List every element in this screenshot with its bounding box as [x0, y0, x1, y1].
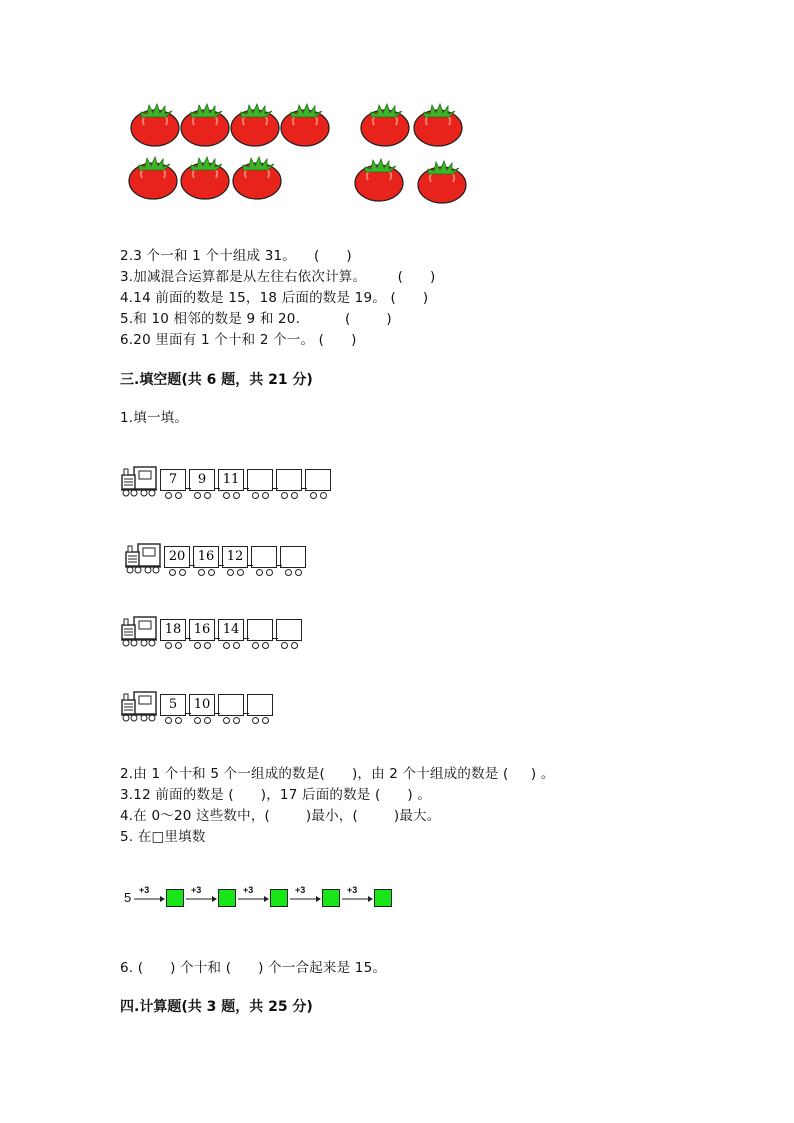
section-4-title: 四.计算题(共 3 题，共 25 分): [120, 999, 313, 1015]
step-label: +3: [295, 885, 306, 895]
coupler: [185, 638, 191, 639]
judge-item-4: 4.14 前面的数是 15，18 后面的数是 19。 ( ): [120, 290, 429, 306]
wheel-icon: [175, 492, 182, 499]
wheel-icon: [252, 492, 259, 499]
train-car: 14: [218, 619, 244, 641]
wheel-icon: [175, 717, 182, 724]
train-car: [247, 619, 273, 641]
question-5: 5. 在□里填数: [120, 829, 206, 845]
sequence-start: 5: [124, 890, 132, 905]
arrow-icon: [238, 894, 270, 904]
step-label: +3: [243, 885, 254, 895]
train-car: 18: [160, 619, 186, 641]
answer-box[interactable]: [218, 889, 236, 907]
train-car: 16: [189, 619, 215, 641]
wheel-icon: [208, 569, 215, 576]
step-label: +3: [139, 885, 150, 895]
wheel-icon: [262, 492, 269, 499]
coupler: [189, 565, 195, 566]
train-car: 11: [218, 469, 244, 491]
arrow-icon: [134, 894, 166, 904]
question-6: 6. ( ) 个十和 ( ) 个一合起来是 15。: [120, 960, 387, 976]
wheel-icon: [281, 492, 288, 499]
wheel-icon: [198, 569, 205, 576]
arrow-icon: [186, 894, 218, 904]
train-car: 12: [222, 546, 248, 568]
step-label: +3: [347, 885, 358, 895]
step-label: +3: [191, 885, 202, 895]
wheel-icon: [262, 717, 269, 724]
wheel-icon: [262, 642, 269, 649]
train-car: 10: [189, 694, 215, 716]
wheel-icon: [256, 569, 263, 576]
train-4: [120, 688, 310, 724]
plus3-sequence: [120, 882, 410, 916]
coupler: [272, 488, 278, 489]
coupler: [272, 638, 278, 639]
tomato: [418, 161, 466, 203]
wheel-icon: [320, 492, 327, 499]
coupler: [243, 488, 249, 489]
coupler: [185, 713, 191, 714]
locomotive-icon: [124, 540, 162, 580]
wheel-icon: [281, 642, 288, 649]
wheel-icon: [204, 492, 211, 499]
locomotive-icon: [120, 688, 158, 728]
tomato: [129, 157, 177, 199]
coupler: [301, 488, 307, 489]
answer-box[interactable]: [270, 889, 288, 907]
coupler: [243, 713, 249, 714]
wheel-icon: [233, 492, 240, 499]
train-car: [305, 469, 331, 491]
coupler: [247, 565, 253, 566]
section-3-title: 三.填空题(共 6 题，共 21 分): [120, 372, 313, 388]
train-3: [120, 613, 310, 649]
train-2: [124, 540, 314, 576]
wheel-icon: [237, 569, 244, 576]
train-1: [120, 463, 310, 499]
train-car: [247, 469, 273, 491]
tomato: [414, 104, 462, 146]
tomato: [233, 157, 281, 199]
wheel-icon: [252, 642, 259, 649]
tomato: [281, 104, 329, 146]
train-car: [280, 546, 306, 568]
wheel-icon: [194, 717, 201, 724]
coupler: [214, 638, 220, 639]
wheel-icon: [223, 642, 230, 649]
wheel-icon: [295, 569, 302, 576]
wheel-icon: [204, 642, 211, 649]
coupler: [276, 565, 282, 566]
train-car: [276, 619, 302, 641]
coupler: [214, 488, 220, 489]
wheel-icon: [179, 569, 186, 576]
wheel-icon: [291, 492, 298, 499]
train-car: 7: [160, 469, 186, 491]
train-car: [247, 694, 273, 716]
locomotive-icon: [120, 613, 158, 653]
tomato: [361, 104, 409, 146]
wheel-icon: [165, 642, 172, 649]
judge-item-3: 3.加减混合运算都是从左往右依次计算。 ( ): [120, 269, 436, 285]
question-3: 3.12 前面的数是 ( )，17 后面的数是 ( ) 。: [120, 787, 432, 803]
train-car: [276, 469, 302, 491]
wheel-icon: [227, 569, 234, 576]
wheel-icon: [291, 642, 298, 649]
tomato: [131, 104, 179, 146]
train-car: 5: [160, 694, 186, 716]
train-car: 20: [164, 546, 190, 568]
judge-item-6: 6.20 里面有 1 个十和 2 个一。 ( ): [120, 332, 357, 348]
judge-item-5: 5.和 10 相邻的数是 9 和 20. ( ): [120, 311, 392, 327]
tomato: [181, 157, 229, 199]
coupler: [243, 638, 249, 639]
coupler: [214, 713, 220, 714]
question-2: 2.由 1 个十和 5 个一组成的数是( )，由 2 个十组成的数是 ( ) 。: [120, 766, 555, 782]
wheel-icon: [223, 717, 230, 724]
wheel-icon: [165, 717, 172, 724]
tomato: [231, 104, 279, 146]
answer-box[interactable]: [322, 889, 340, 907]
wheel-icon: [165, 492, 172, 499]
tomato: [355, 159, 403, 201]
arrow-icon: [342, 894, 374, 904]
train-car: 9: [189, 469, 215, 491]
train-car: 16: [193, 546, 219, 568]
wheel-icon: [233, 642, 240, 649]
wheel-icon: [233, 717, 240, 724]
wheel-icon: [175, 642, 182, 649]
wheel-icon: [252, 717, 259, 724]
coupler: [218, 565, 224, 566]
wheel-icon: [194, 642, 201, 649]
question-1: 1.填一填。: [120, 410, 189, 426]
train-car: [218, 694, 244, 716]
answer-box[interactable]: [166, 889, 184, 907]
wheel-icon: [169, 569, 176, 576]
tomatoes-picture: [120, 90, 480, 210]
wheel-icon: [204, 717, 211, 724]
question-4: 4.在 0～20 这些数中，( )最小，( )最大。: [120, 808, 441, 824]
coupler: [185, 488, 191, 489]
wheel-icon: [285, 569, 292, 576]
wheel-icon: [194, 492, 201, 499]
tomato: [181, 104, 229, 146]
wheel-icon: [223, 492, 230, 499]
train-car: [251, 546, 277, 568]
judge-item-2: 2.3 个一和 1 个十组成 31。 ( ): [120, 248, 352, 264]
locomotive-icon: [120, 463, 158, 503]
wheel-icon: [266, 569, 273, 576]
answer-box[interactable]: [374, 889, 392, 907]
arrow-icon: [290, 894, 322, 904]
wheel-icon: [310, 492, 317, 499]
